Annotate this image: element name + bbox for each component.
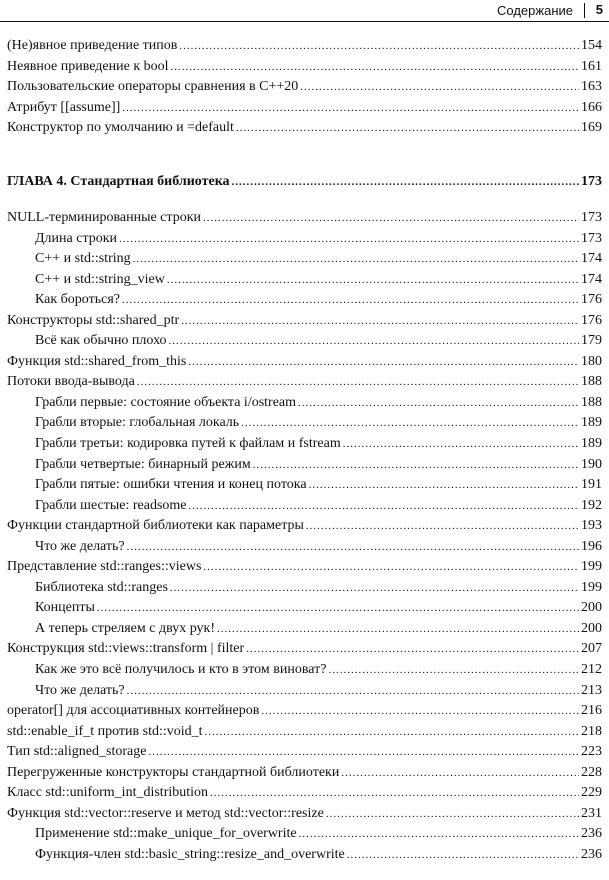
toc-subentry[interactable]: [7, 824, 602, 845]
toc-entry-title: Всё как обычно плохо: [35, 333, 167, 349]
dot-leader: [148, 742, 579, 763]
toc-entry-page: 163: [581, 79, 602, 95]
toc-entry[interactable]: [7, 639, 602, 660]
chapter-title: ГЛАВА 4. Стандартная библиотека: [7, 174, 230, 189]
toc-entry-title: Применение std::make_unique_for_overwrite: [35, 826, 297, 842]
toc-entry[interactable]: [7, 701, 602, 722]
dot-leader: [300, 77, 579, 98]
dot-leader: [127, 537, 579, 558]
toc-subentry[interactable]: [7, 413, 602, 434]
toc-entry-page: 207: [581, 641, 602, 657]
toc-entry-page: 196: [581, 538, 602, 554]
toc-subentry[interactable]: [7, 496, 602, 517]
toc-subentry[interactable]: [7, 598, 602, 619]
dot-leader: [241, 413, 579, 434]
toc-entry-title: Конструкция std::views::transform | filter: [7, 641, 245, 657]
toc-entry-page: 189: [581, 415, 602, 431]
toc-entry-title: Класс std::uniform_int_distribution: [7, 785, 209, 801]
dot-leader: [203, 557, 579, 578]
dot-leader: [203, 208, 579, 229]
dot-leader: [343, 434, 579, 455]
dot-leader: [341, 763, 579, 784]
toc-entry-page: 200: [581, 600, 602, 616]
toc-entry[interactable]: [7, 57, 602, 78]
toc-entry[interactable]: [7, 36, 602, 57]
toc-entry-title: Библиотека std::ranges: [35, 579, 168, 595]
toc-entry-title: А теперь стреляем с двух рук!: [35, 620, 215, 636]
toc-entry-title: Грабли шестые: readsome: [35, 497, 187, 513]
dot-leader: [179, 36, 579, 57]
toc-entry-title: Грабли первые: состояние объекта i/ostream: [35, 394, 297, 410]
toc-group-chapter-4: [7, 208, 602, 866]
dot-leader: [171, 57, 579, 78]
toc-entry-title: Что же делать?: [35, 682, 125, 698]
toc-entry-title: (Не)явное приведение типов: [7, 38, 178, 53]
header-separator: [584, 3, 585, 18]
toc-entry-page: 169: [581, 120, 602, 136]
chapter-page: 173: [581, 174, 602, 189]
toc-subentry[interactable]: [7, 229, 602, 250]
dot-leader: [236, 118, 579, 139]
toc-chapter-group: [7, 172, 602, 193]
toc-entry-title: Функция std::vector::reserve и метод std::vector::resize: [7, 805, 324, 821]
toc-subentry[interactable]: [7, 619, 602, 640]
toc-entry-title: Грабли пятые: ошибки чтения и конец потока: [35, 477, 307, 493]
header-rule: [0, 21, 609, 22]
toc-entry-title: Функция-член std::basic_string::resize_and_overwrite: [35, 846, 345, 862]
toc-entry-page: 212: [581, 662, 602, 678]
toc-entry-title: Пользовательские операторы сравнения в C++20: [7, 79, 299, 95]
dot-leader: [127, 681, 579, 702]
toc-entry-page: 199: [581, 559, 602, 575]
toc-group-top: [7, 36, 602, 139]
toc-entry-page: 173: [581, 230, 602, 246]
dot-leader: [246, 639, 579, 660]
toc-entry-page: 191: [581, 477, 602, 493]
toc-entry[interactable]: [7, 311, 602, 332]
toc-subentry[interactable]: [7, 475, 602, 496]
dot-leader: [309, 475, 579, 496]
dot-leader: [306, 516, 579, 537]
toc-entry-page: 174: [581, 251, 602, 267]
toc-entry[interactable]: [7, 742, 602, 763]
toc-entry-page: 236: [581, 826, 602, 842]
toc-entry-title: Представление std::ranges::views: [7, 559, 202, 575]
dot-leader: [122, 98, 579, 119]
header-page-number: 5: [595, 2, 603, 17]
toc-entry-page: 154: [581, 38, 602, 53]
dot-leader: [253, 455, 579, 476]
toc-subentry[interactable]: [7, 578, 602, 599]
toc-subentry[interactable]: [7, 681, 602, 702]
toc-entry-title: Атрибут [[assume]]: [7, 99, 121, 115]
toc-entry-title: Длина строки: [35, 230, 118, 246]
dot-leader: [347, 845, 579, 866]
toc-entry-page: 229: [581, 785, 602, 801]
dot-leader: [298, 393, 579, 414]
toc-entry[interactable]: [7, 722, 602, 743]
dot-leader: [137, 372, 579, 393]
dot-leader: [133, 249, 579, 270]
running-header: [0, 0, 609, 22]
toc-entry-title: std::enable_if_t против std::void_t: [7, 723, 203, 739]
toc-entry-page: 223: [581, 744, 602, 760]
toc-entry-page: 213: [581, 682, 602, 698]
dot-leader: [119, 229, 579, 250]
toc-entry-page: 173: [581, 210, 602, 225]
dot-leader: [217, 619, 579, 640]
dot-leader: [188, 352, 579, 373]
toc-chapter-entry[interactable]: [7, 172, 602, 193]
toc-subentry[interactable]: [7, 270, 602, 291]
toc-entry-title: Грабли четвертые: бинарный режим: [35, 456, 251, 472]
toc-entry-page: 188: [581, 374, 602, 390]
toc-entry[interactable]: [7, 763, 602, 784]
toc-entry-title: Как же это всё получилось и кто в этом виноват?: [35, 662, 327, 678]
toc-entry-page: 200: [581, 620, 602, 636]
toc-subentry[interactable]: [7, 249, 602, 270]
toc-entry-title: Концепты: [35, 600, 95, 616]
toc-subentry[interactable]: [7, 331, 602, 352]
toc-entry-title: Конструкторы std::shared_ptr: [7, 312, 180, 328]
toc-entry[interactable]: [7, 557, 602, 578]
dot-leader: [189, 496, 579, 517]
toc-entry[interactable]: [7, 98, 602, 119]
toc-subentry[interactable]: [7, 290, 602, 311]
toc-entry-title: C++ и std::string: [35, 251, 131, 267]
dot-leader: [205, 722, 579, 743]
dot-leader: [169, 331, 579, 352]
toc-entry[interactable]: [7, 208, 602, 229]
toc-entry[interactable]: [7, 118, 602, 139]
dot-leader: [97, 598, 579, 619]
toc-subentry[interactable]: [7, 434, 602, 455]
toc-entry[interactable]: [7, 77, 602, 98]
toc-entry[interactable]: [7, 804, 602, 825]
toc-entry-page: 218: [581, 723, 602, 739]
dot-leader: [210, 783, 579, 804]
toc-entry-title: Тип std::aligned_storage: [7, 744, 147, 760]
dot-leader: [326, 804, 579, 825]
toc-entry-title: Что же делать?: [35, 538, 125, 554]
toc-entry-page: 176: [581, 292, 602, 308]
toc-subentry[interactable]: [7, 393, 602, 414]
toc-entry-title: Грабли третьи: кодировка путей к файлам и fstream: [35, 436, 341, 452]
dot-leader: [232, 172, 579, 193]
toc-entry-title: Функции стандартной библиотеки как параметры: [7, 518, 304, 534]
dot-leader: [167, 270, 579, 291]
toc-entry-title: Конструктор по умолчанию и =default: [7, 120, 234, 136]
toc-entry-page: 192: [581, 497, 602, 513]
toc-entry[interactable]: [7, 352, 602, 373]
toc-entry-page: 176: [581, 312, 602, 328]
toc-entry-page: 180: [581, 353, 602, 369]
toc-entry-page: 188: [581, 394, 602, 410]
dot-leader: [299, 824, 579, 845]
toc-entry-page: 174: [581, 271, 602, 287]
toc-entry-title: Потоки ввода-вывода: [7, 374, 135, 390]
toc-entry[interactable]: [7, 516, 602, 537]
toc-subentry[interactable]: [7, 660, 602, 681]
dot-leader: [261, 701, 579, 722]
toc-entry-page: 179: [581, 333, 602, 349]
toc-subentry[interactable]: [7, 455, 602, 476]
toc-entry-page: 189: [581, 436, 602, 452]
toc-subentry[interactable]: [7, 845, 602, 866]
dot-leader: [170, 578, 579, 599]
toc-entry-page: 166: [581, 99, 602, 115]
toc-entry-page: 193: [581, 518, 602, 534]
toc-entry[interactable]: [7, 783, 602, 804]
toc-entry-page: 216: [581, 703, 602, 719]
toc-entry-title: Как бороться?: [35, 292, 120, 308]
toc-entry[interactable]: [7, 372, 602, 393]
toc-entry-page: 228: [581, 764, 602, 780]
toc-entry-page: 161: [581, 58, 602, 74]
toc-entry-title: Функция std::shared_from_this: [7, 353, 187, 369]
toc-entry-title: Грабли вторые: глобальная локаль: [35, 415, 240, 431]
toc-subentry[interactable]: [7, 537, 602, 558]
header-section-title: Содержание: [497, 3, 573, 18]
toc-entry-page: 231: [581, 805, 602, 821]
toc-entry-title: C++ и std::string_view: [35, 271, 165, 287]
toc-entry-title: NULL-терминированные строки: [7, 210, 201, 225]
dot-leader: [181, 311, 579, 332]
dot-leader: [328, 660, 579, 681]
toc-entry-title: Перегруженные конструкторы стандартной библиотеки: [7, 764, 340, 780]
toc-entry-page: 190: [581, 456, 602, 472]
dot-leader: [122, 290, 579, 311]
toc-entry-page: 236: [581, 846, 602, 862]
toc-entry-page: 199: [581, 579, 602, 595]
toc-entry-title: Неявное приведение к bool: [7, 58, 169, 74]
toc-entry-title: operator[] для ассоциативных контейнеров: [7, 703, 260, 719]
